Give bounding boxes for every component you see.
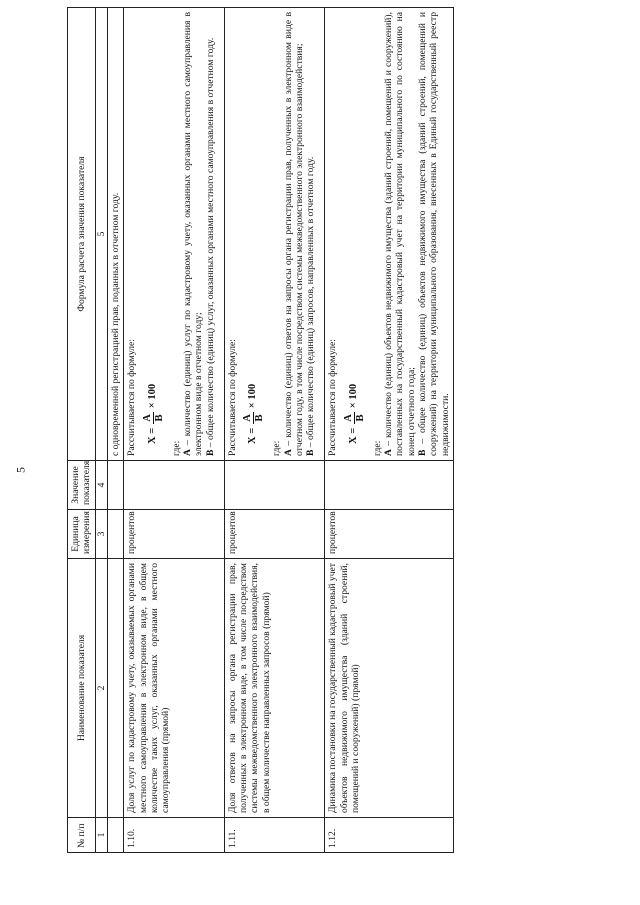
formula-fraction [142,412,165,424]
header-row [68,7,96,852]
col-number: 4 [95,460,107,509]
indicator-formula [224,7,325,460]
indicator-formula [124,7,225,460]
col-number: 5 [95,7,107,460]
row-index: 1.12. [325,817,454,852]
continuation-text: с одновременной регистрацией прав, поданных в отчетном году. [107,7,123,460]
formula-denominator: B [153,414,165,422]
formula-numerator: A [141,413,153,422]
header-idx: № п/п [68,817,96,852]
indicator-formula [325,7,454,460]
formula-denominator: B [354,414,366,422]
formula-x: X = [348,427,360,444]
header-formula: Формула расчета значения показателя [68,7,96,460]
formula-expression [343,12,366,444]
table-row [124,7,225,852]
formula-where: где: [271,440,283,456]
formula-expression [142,12,165,444]
header-value: Значение показателя [68,460,96,509]
indicator-value [325,460,454,509]
formula-where: где: [371,440,383,456]
row-index: 1.11. [224,817,325,852]
formula-intro: Рассчитывается по формуле: [327,338,339,456]
formula-numerator: A [242,413,254,422]
indicator-unit: процентов [124,509,225,558]
continuation-row [107,7,123,852]
rotated-table-container [67,11,573,853]
col-number: 2 [95,558,107,817]
formula-a-definition: А – количество (единиц) услуг по кадастровому учету, оказанных органами местного самоуправления в электронном виде в отчетном году; [181,11,205,456]
table-row [325,7,454,852]
indicators-table [67,7,454,853]
formula-b-definition: В – общее количество (единиц) объектов недвижимого имущества (зданий строений, помещений и сооружений) на территории муниципального образования, внесенных в Единый государственный реестр недвижимости. [417,11,451,456]
formula-b-definition: В – общее количество (единиц) услуг, оказанных органами местного самоуправления в отчетном году. [204,37,216,456]
formula-fraction [242,412,265,424]
formula-denominator: B [254,414,266,422]
indicator-value [224,460,325,509]
page-number: 5 [13,467,28,473]
header-unit: Единица измерения [68,509,96,558]
formula-a-definition: А – количество (единиц) объектов недвижимого имущества (зданий строений, помещений и сооружений), поставленных на государственный кадастровый учет на территории муниципального по состоянию на конец отчетного года; [383,11,417,456]
formula-intro: Рассчитывается по формуле: [126,338,138,456]
indicator-value [124,460,225,509]
table-row [224,7,325,852]
col-number: 1 [95,817,107,852]
formula-multiplier: × 100 [247,383,259,408]
formula-x: X = [146,427,158,444]
indicator-name: Динамика постановки на государственный кадастровый учет объектов недвижимого имущества (зданий строений, помещений и сооружений) (прямой) [325,558,454,817]
indicator-unit: процентов [325,509,454,558]
formula-fraction [343,412,366,424]
indicator-unit: процентов [224,509,325,558]
formula-multiplier: × 100 [146,383,158,408]
indicator-name: Доля ответов на запросы органа регистрации прав, полученных в электронном виде, в том числе посредством системы межведомственного электронного взаимодействия, в общем количестве направленных запросов (прямой) [224,558,325,817]
formula-numerator: A [342,413,354,422]
formula-where: где: [170,440,182,456]
formula-a-definition: А – количество (единиц) ответов на запросы органа регистрации прав, полученных в электронном виде в отчетном году, в том числе посредством системы межведомственного электронного взаимодействия; [282,11,305,456]
formula-intro: Рассчитывается по формуле: [226,338,238,456]
formula-x: X = [247,427,259,444]
col-number: 3 [95,509,107,558]
header-name: Наименование показателя [68,558,96,817]
column-number-row [95,7,107,852]
row-index: 1.10. [124,817,225,852]
formula-multiplier: × 100 [348,383,360,408]
formula-b-definition: В – общее количество (единиц) запросов, направленных в отчетном году. [305,156,317,456]
formula-expression [242,12,265,444]
indicator-name: Доля услуг по кадастровому учету, оказываемых органами местного самоуправления в электронном виде, в общем количестве таких услуг, оказанных органами местного самоуправления (прямой) [124,558,225,817]
